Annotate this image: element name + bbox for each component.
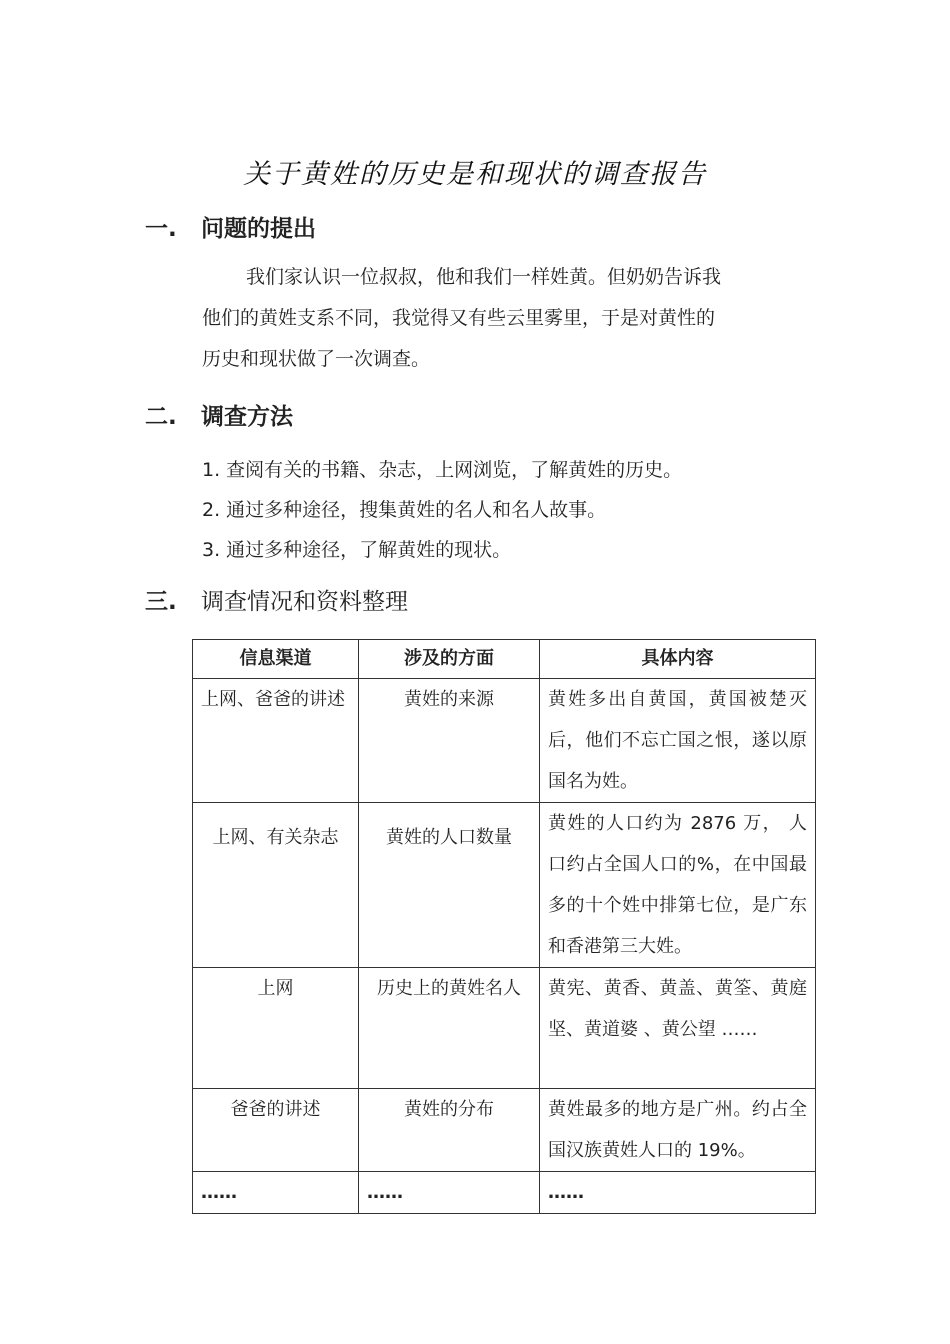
table-cell: 黄宪、黄香、黄盖、黄筌、黄庭坚、黄道婆 、黄公望 …… bbox=[540, 968, 816, 1089]
section-title: 问题的提出 bbox=[201, 216, 316, 242]
intro-paragraph bbox=[202, 257, 812, 380]
cell-text: 黄姓的人口数量 bbox=[386, 827, 512, 848]
method-item: 3. 通过多种途径，了解黄姓的现状。 bbox=[202, 539, 512, 561]
table-cell bbox=[359, 803, 540, 968]
table-cell: …… bbox=[359, 1172, 540, 1214]
table-cell: 上网 bbox=[193, 968, 359, 1089]
section-number: 一. bbox=[145, 216, 177, 242]
survey-table bbox=[192, 639, 816, 1214]
table-header-row bbox=[193, 640, 816, 679]
document-title: 关于黄姓的历史是和现状的调查报告 bbox=[243, 159, 707, 190]
table-row bbox=[193, 803, 816, 968]
method-item: 1. 查阅有关的书籍、杂志，上网浏览，了解黄姓的历史。 bbox=[202, 459, 683, 481]
paragraph-line: 我们家认识一位叔叔，他和我们一样姓黄。但奶奶告诉我 bbox=[246, 266, 722, 288]
table-header-cell: 具体内容 bbox=[540, 640, 816, 679]
table-cell bbox=[193, 803, 359, 968]
table-cell: 黄姓最多的地方是广州。约占全国汉族黄姓人口的 19%。 bbox=[540, 1089, 816, 1172]
method-item: 2. 通过多种途径，搜集黄姓的名人和名人故事。 bbox=[202, 499, 607, 521]
section-title: 调查方法 bbox=[201, 404, 293, 430]
table-row bbox=[193, 679, 816, 803]
section-number: 二. bbox=[145, 404, 177, 430]
section-number: 三. bbox=[145, 589, 177, 615]
table-row bbox=[193, 1089, 816, 1172]
section-heading-2 bbox=[145, 398, 293, 431]
table-cell: 上网、爸爸的讲述 bbox=[193, 679, 359, 803]
table-header-cell: 涉及的方面 bbox=[359, 640, 540, 679]
section-heading-1 bbox=[145, 210, 316, 243]
table-cell: 黄姓的来源 bbox=[359, 679, 540, 803]
table-header-cell: 信息渠道 bbox=[193, 640, 359, 679]
table-cell: 黄姓多出自黄国，黄国被楚灭后，他们不忘亡国之恨，遂以原国名为姓。 bbox=[540, 679, 816, 803]
table-cell: 黄姓的人口约为 2876 万， 人口约占全国人口的%，在中国最多的十个姓中排第七位，是广东和香港第三大姓。 bbox=[540, 803, 816, 968]
table-cell: 黄姓的分布 bbox=[359, 1089, 540, 1172]
table-cell: …… bbox=[540, 1172, 816, 1214]
section-title: 调查情况和资料整理 bbox=[201, 589, 408, 615]
table-cell: 历史上的黄姓名人 bbox=[359, 968, 540, 1089]
cell-text: 上网、有关杂志 bbox=[212, 827, 339, 848]
table-row bbox=[193, 968, 816, 1089]
paragraph-line: 历史和现状做了一次调查。 bbox=[202, 348, 431, 370]
table-row bbox=[193, 1172, 816, 1214]
table-cell: …… bbox=[193, 1172, 359, 1214]
table-cell: 爸爸的讲述 bbox=[193, 1089, 359, 1172]
section-heading-3 bbox=[145, 583, 408, 616]
paragraph-line: 他们的黄姓支系不同，我觉得又有些云里雾里，于是对黄性的 bbox=[202, 307, 716, 329]
